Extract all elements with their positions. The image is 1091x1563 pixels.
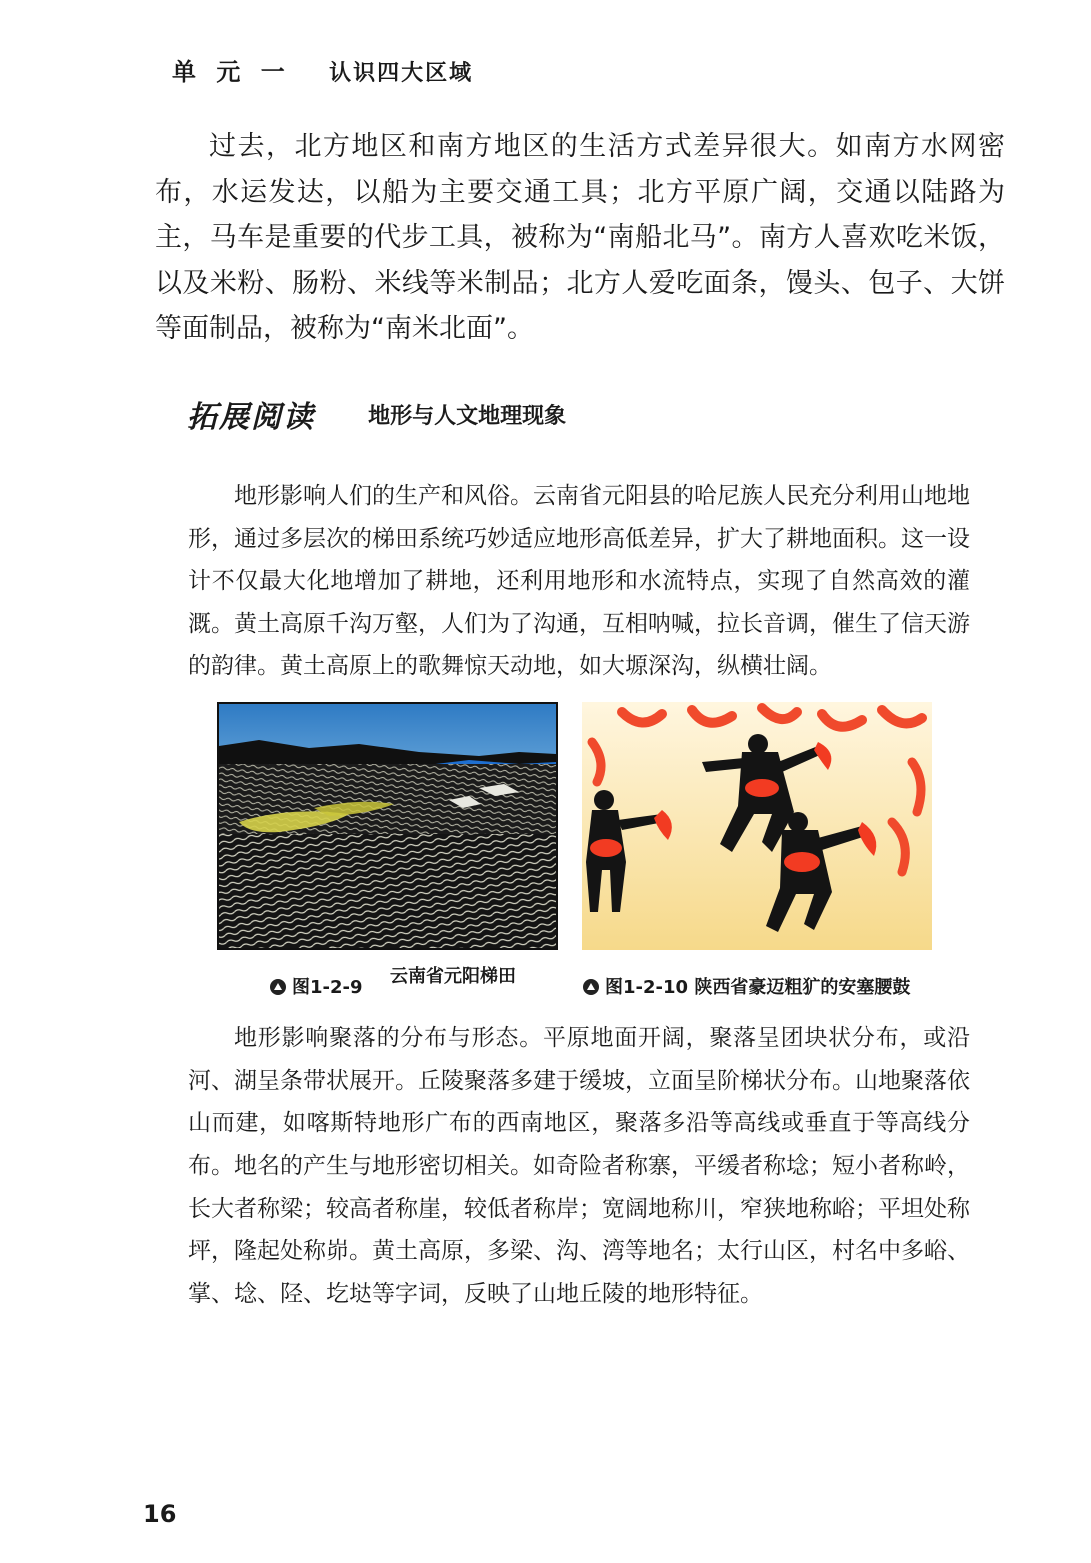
terraces-photo xyxy=(217,702,558,950)
extended-reading-heading xyxy=(187,392,566,436)
page-number: 16 xyxy=(143,1500,177,1528)
waist-drum-dance-photo xyxy=(582,702,932,950)
figure-caption-number xyxy=(270,973,363,999)
extended-paragraph-place-names: 地名的产生与地形密切相关。如奇险者称寨，平缓者称埝；短小者称岭，长大者称梁；较高者称崖，较低者称岸；宽阔地称川，窄狭地称峪；平坦处称坪，隆起处称峁。黄土高原，多梁、沟、湾等地名；太行山区，村名中多峪、掌、埝、陉、圪垯等字词，反映了山地丘陵的地形特征。 xyxy=(188,1153,970,1307)
extended-reading-label: 拓展阅读 xyxy=(187,400,315,435)
figure-number: 图1-2-10 xyxy=(605,977,689,998)
figure-caption-text: 陕西省豪迈粗犷的安塞腰鼓 xyxy=(694,977,911,998)
unit-title: 认识四大区域 xyxy=(329,61,474,86)
page-header xyxy=(172,52,473,87)
figure-marker-icon xyxy=(583,979,599,995)
unit-label: 单 元 一 xyxy=(172,58,291,86)
extended-paragraph-settlements: 地形影响聚落的分布与形态。平原地面开阔，聚落呈团块状分布，或沿河、湖呈条带状展开。丘陵聚落多建于缓坡，立面呈阶梯状分布。山地聚落依山而建，如喀斯特地形广布的西南地区，聚落多沿等高线或垂直于等高线分布。 xyxy=(188,1025,970,1179)
extended-paragraph-terrain-customs: 地形影响人们的生产和风俗。云南省元阳县的哈尼族人民充分利用山地地形，通过多层次的梯田系统巧妙适应地形高低差异，扩大了耕地面积。这一设计不仅最大化地增加了耕地，还利用地形和水流特点，实现了自然高效的灌溉。黄土高原千沟万壑，人们为了沟通，互相呐喊，拉长音调，催生了信天游的韵律。黄土高原上的歌舞惊天动地，如大塬深沟，纵横壮阔。 xyxy=(188,483,970,679)
figure-marker-icon xyxy=(270,979,286,995)
figure-caption-text: 云南省元阳梯田 xyxy=(390,966,516,987)
figure-caption xyxy=(583,973,910,999)
extended-reading-title: 地形与人文地理现象 xyxy=(368,404,567,429)
main-paragraph: 过去，北方地区和南方地区的生活方式差异很大。如南方水网密布，水运发达，以船为主要交通工具；北方平原广阔，交通以陆路为主，马车是重要的代步工具，被称为“南船北马”。南方人喜欢吃米饭，以及米粉、肠粉、米线等米制品；北方人爱吃面条，馒头、包子、大饼等面制品，被称为“南米北面”。 xyxy=(155,131,1005,344)
figure-number: 图1-2-9 xyxy=(292,977,363,998)
